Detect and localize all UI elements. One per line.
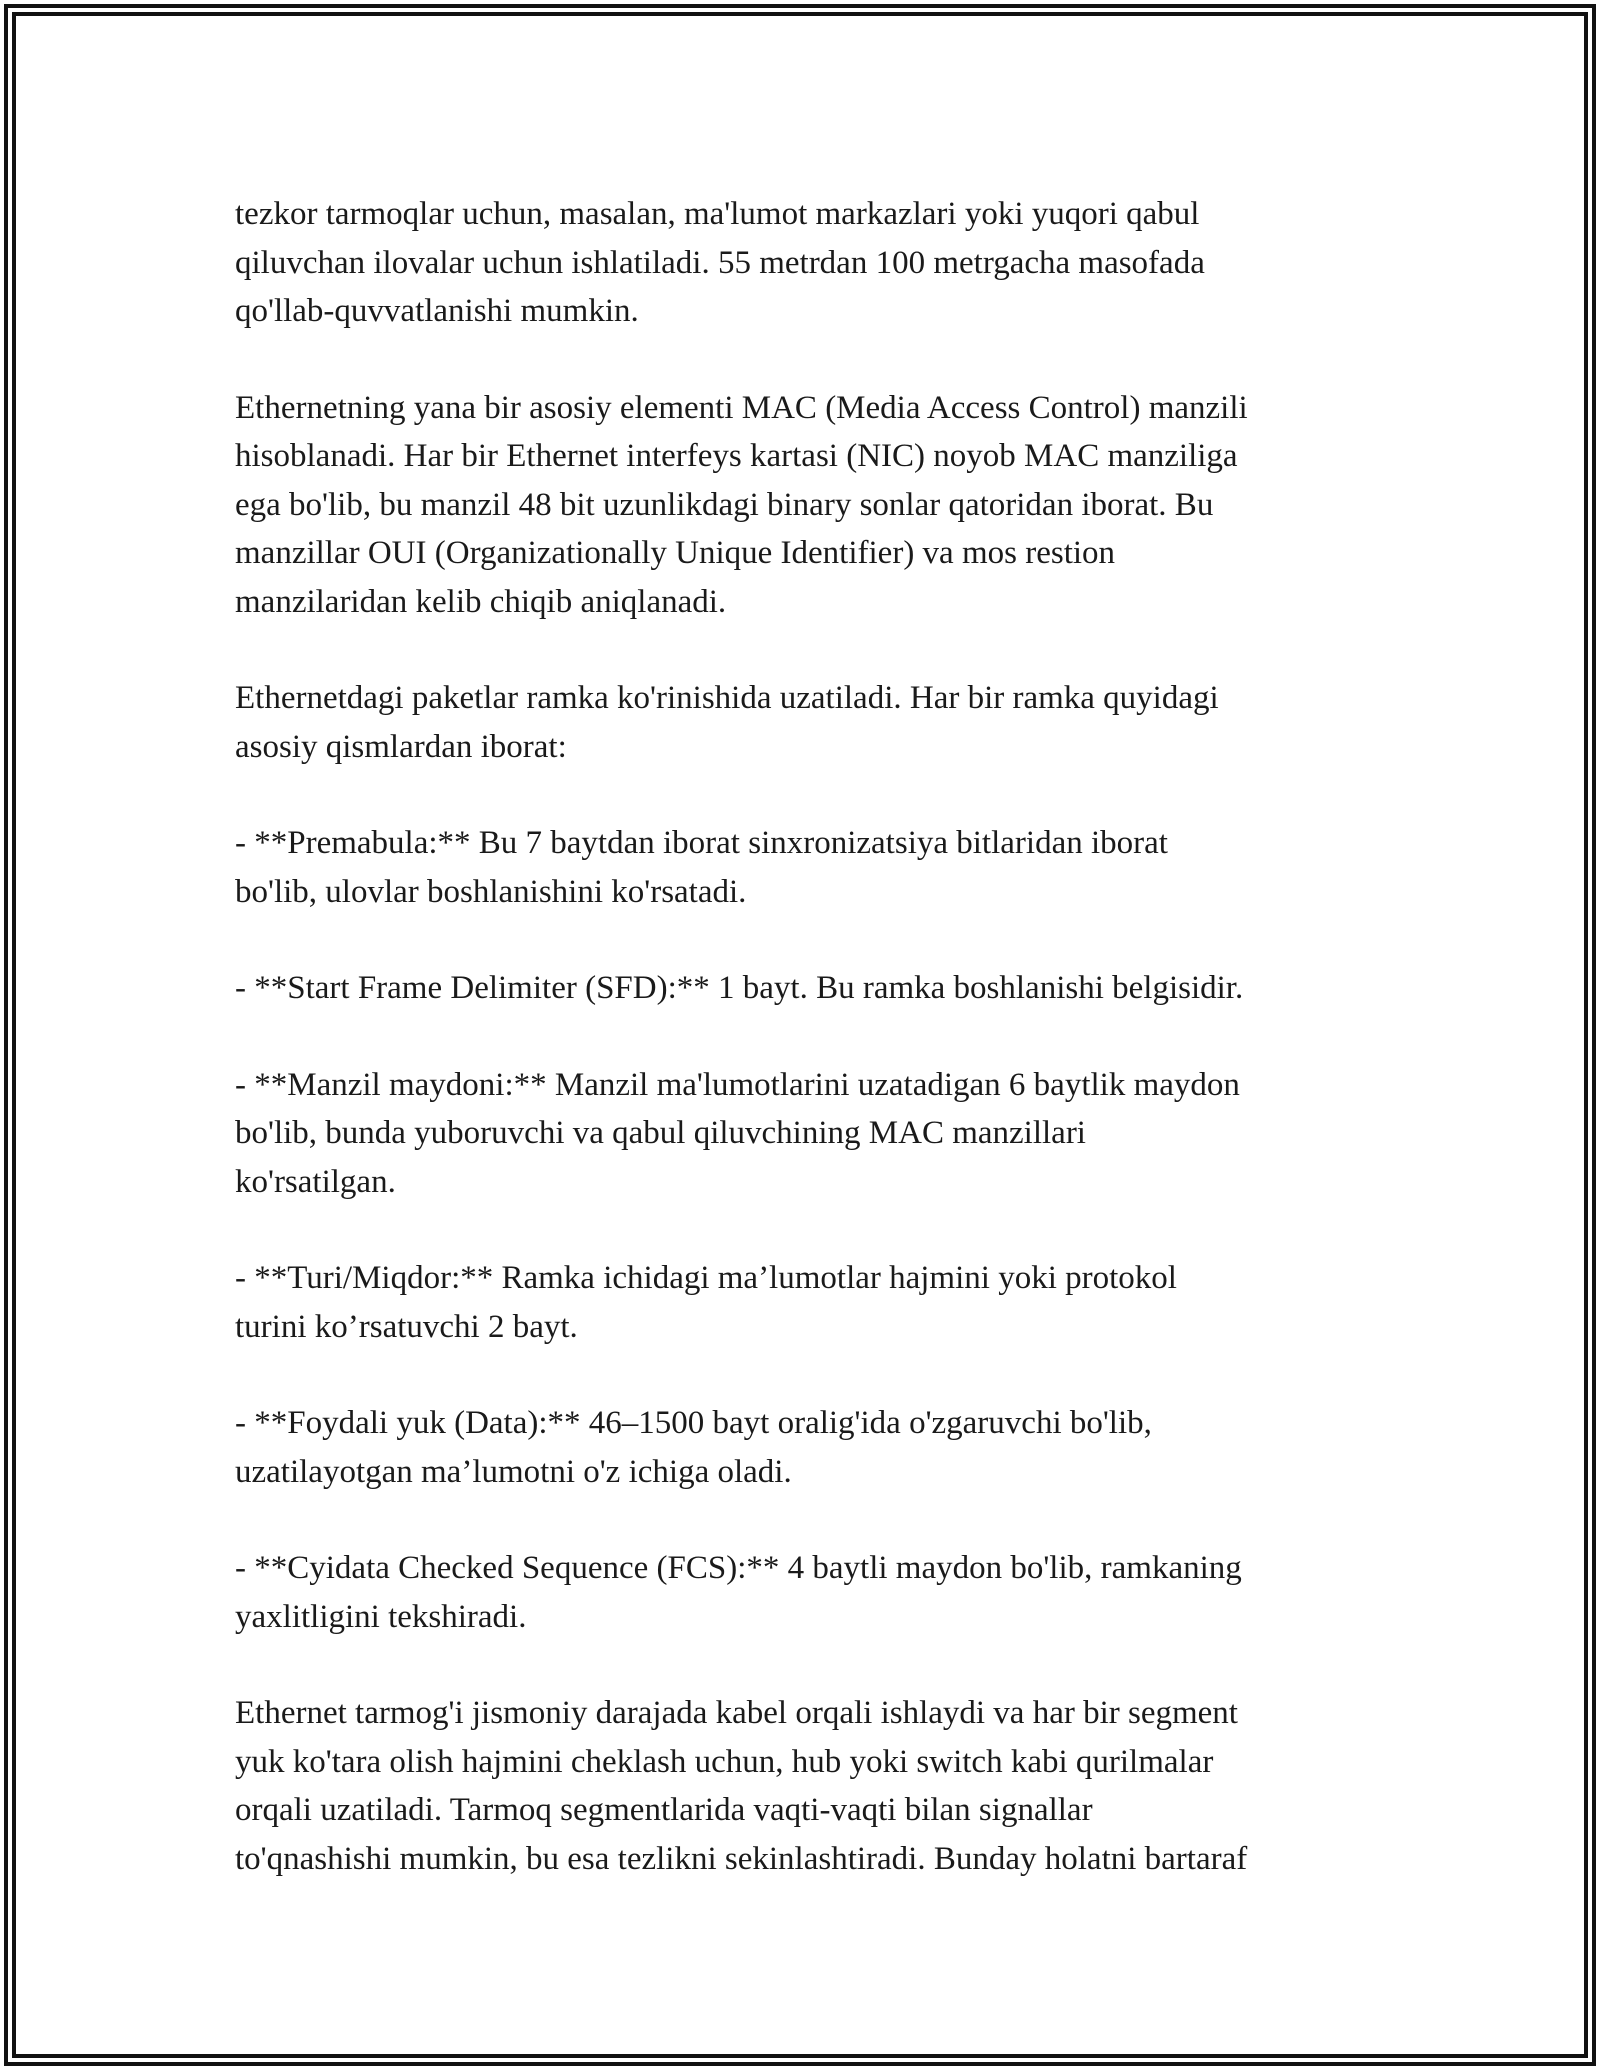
paragraph	[235, 1399, 1375, 1496]
paragraph	[235, 384, 1375, 627]
paragraph	[235, 1254, 1375, 1351]
text-line: Ethernet tarmog'i jismoniy darajada kabel orqali ishlaydi va har bir segment	[235, 1695, 1238, 1731]
text-line: - **Premabula:** Bu 7 baytdan iborat sinxronizatsiya bitlaridan iborat	[235, 825, 1168, 861]
text-line: - **Start Frame Delimiter (SFD):** 1 bayt. Bu ramka boshlanishi belgisidir.	[235, 970, 1244, 1006]
text-line: to'qnashishi mumkin, bu esa tezlikni sekinlashtiradi. Bunday holatni bartaraf	[235, 1840, 1248, 1877]
text-line: ega bo'lib, bu manzil 48 bit uzunlikdagi binary sonlar qatoridan iborat. Bu	[235, 486, 1214, 523]
text-line: bo'lib, ulovlar boshlanishini ko'rsatadi.	[235, 873, 747, 910]
text-line: yuk ko'tara olish hajmini cheklash uchun, hub yoki switch kabi qurilmalar	[235, 1743, 1214, 1780]
text-line: qo'llab-quvvatlanishi mumkin.	[235, 293, 639, 329]
paragraph	[235, 1544, 1375, 1641]
text-line: - **Manzil maydoni:** Manzil ma'lumotlarini uzatadigan 6 baytlik maydon	[235, 1066, 1240, 1103]
text-line: manzilaridan kelib chiqib aniqlanadi.	[235, 583, 727, 620]
paragraph	[235, 1061, 1375, 1207]
text-line: - **Cyidata Checked Sequence (FCS):** 4 baytli maydon bo'lib, ramkaning	[235, 1550, 1242, 1586]
paragraph	[235, 674, 1375, 771]
text-line: manzillar OUI (Organizationally Unique Identifier) va mos restion	[235, 535, 1116, 571]
text-line: Ethernetning yana bir asosiy elementi MAC (Media Access Control) manzili	[235, 389, 1248, 426]
paragraph	[235, 964, 1375, 1013]
text-line: turini ko’rsatuvchi 2 bayt.	[235, 1308, 578, 1345]
text-line: - **Turi/Miqdor:** Ramka ichidagi ma’lumotlar hajmini yoki protokol	[235, 1260, 1177, 1296]
text-line: - **Foydali yuk (Data):** 46–1500 bayt oralig'ida o'zgaruvchi bo'lib,	[235, 1405, 1152, 1441]
text-line: tezkor tarmoqlar uchun, masalan, ma'lumot markazlari yoki yuqori qabul	[235, 196, 1200, 232]
text-line: yaxlitligini tekshiradi.	[235, 1598, 527, 1635]
text-line: Ethernetdagi paketlar ramka ko'rinishida uzatiladi. Har bir ramka quyidagi	[235, 680, 1219, 716]
paragraph	[235, 190, 1375, 336]
text-line: orqali uzatiladi. Tarmoq segmentlarida vaqti-vaqti bilan signallar	[235, 1792, 1093, 1828]
text-line: ko'rsatilgan.	[235, 1163, 396, 1200]
text-line: bo'lib, bunda yuboruvchi va qabul qiluvchining MAC manzillari	[235, 1115, 1086, 1151]
text-line: uzatilayotgan ma’lumotni o'z ichiga oladi.	[235, 1453, 792, 1490]
text-line: asosiy qismlardan iborat:	[235, 728, 567, 765]
paragraph	[235, 819, 1375, 916]
text-line: hisoblanadi. Har bir Ethernet interfeys kartasi (NIC) noyob MAC manziliga	[235, 438, 1238, 474]
document-body	[235, 190, 1375, 1931]
paragraph	[235, 1689, 1375, 1883]
text-line: qiluvchan ilovalar uchun ishlatiladi. 55 metrdan 100 metrgacha masofada	[235, 244, 1205, 281]
